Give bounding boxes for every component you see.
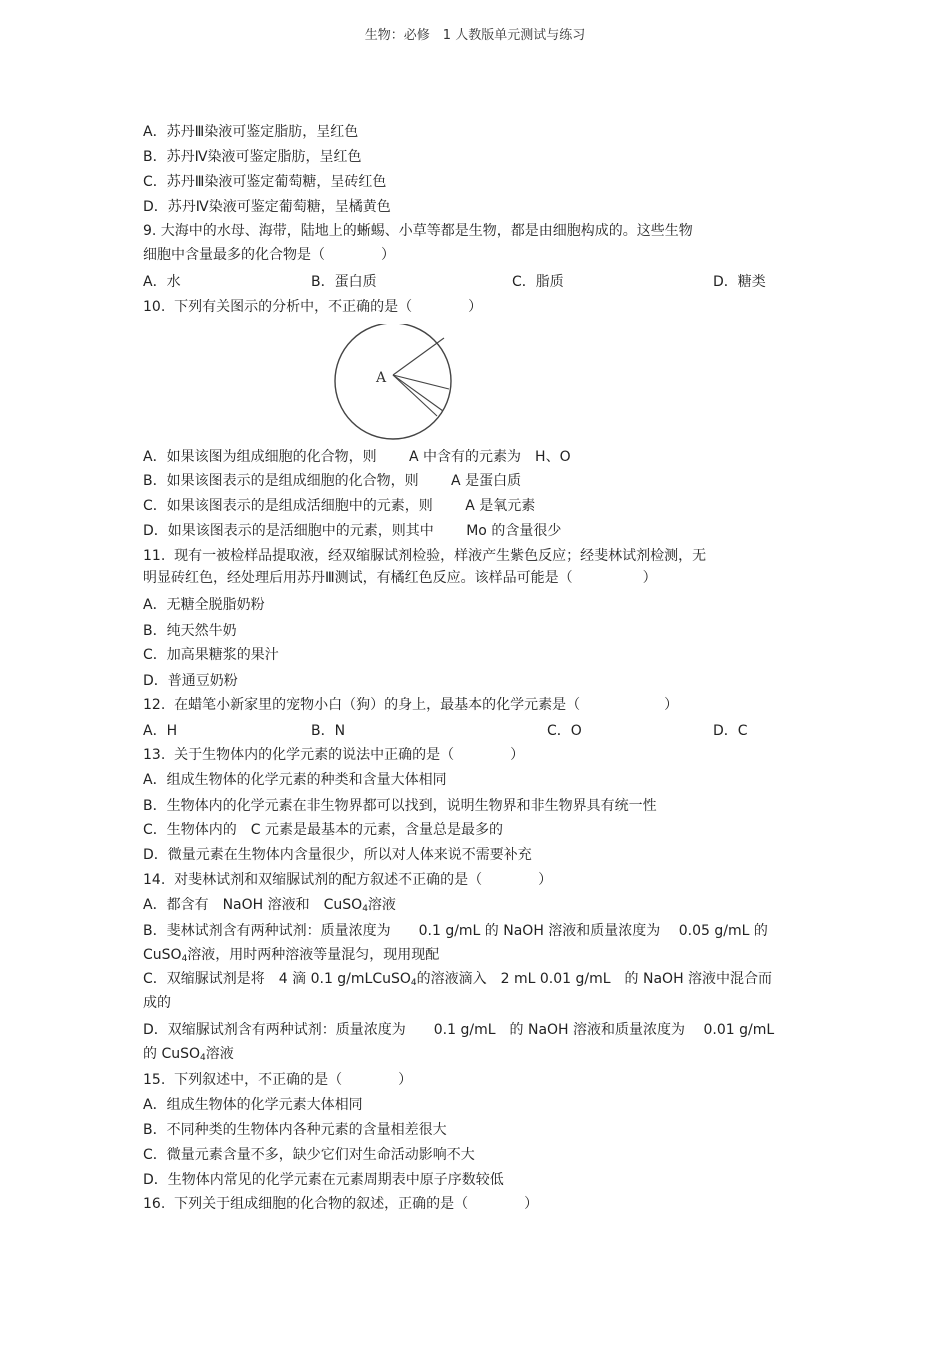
q11-stem-line1: 11. 现有一被检样品提取液，经双缩脲试剂检验，样液产生紫色反应；经斐林试剂检测，无 — [143, 548, 707, 564]
q10-pie-diagram — [332, 324, 460, 442]
q14-stem: 14. 对斐林试剂和双缩脲试剂的配方叙述不正确的是（ ） — [143, 872, 553, 888]
q15-option-a: A．组成生物体的化学元素大体相同 — [143, 1097, 363, 1113]
q14-option-b-line1: B．斐林试剂含有两种试剂：质量浓度为 0.1 g/mL 的 NaOH 溶液和质量浓度为 0.05 g/mL 的 — [143, 923, 768, 939]
q13-stem: 13. 关于生物体内的化学元素的说法中正确的是（ ） — [143, 747, 525, 763]
q10-stem: 10. 下列有关图示的分析中，不正确的是（ ） — [143, 299, 483, 315]
q9-option-c: C．脂质 — [512, 274, 564, 290]
q12-option-d: D．C — [713, 723, 748, 739]
q10-option-b: B．如果该图表示的是组成细胞的化合物，则 A 是蛋白质 — [143, 473, 522, 489]
q9-option-a: A．水 — [143, 274, 181, 290]
q10-diagram-label-a: A — [376, 370, 387, 386]
q11-option-b: B．纯天然牛奶 — [143, 623, 237, 639]
q16-stem: 16. 下列关于组成细胞的化合物的叙述，正确的是（ ） — [143, 1196, 539, 1212]
q12-stem: 12. 在蜡笔小新家里的宠物小白（狗）的身上，最基本的化学元素是（ ） — [143, 697, 679, 713]
q11-option-c: C．加高果糖浆的果汁 — [143, 647, 279, 663]
q14-option-a: A．都含有 NaOH 溶液和 CuSO$_4$溶液 — [143, 897, 396, 914]
q15-option-c: C．微量元素含量不多，缺少它们对生命活动影响不大 — [143, 1147, 475, 1163]
q9-option-b: B．蛋白质 — [311, 274, 377, 290]
q13-option-a: A．组成生物体的化学元素的种类和含量大体相同 — [143, 772, 447, 788]
q14-option-c-line1: C．双缩脲试剂是将 4 滴 0.1 g/mLCuSO$_4$的溶液滴入 2 mL 0.01 g/mL 的 NaOH 溶液中混合而 — [143, 971, 773, 988]
q14-option-b-line2: CuSO$_4$溶液，用时两种溶液等量混匀，现用现配 — [143, 947, 440, 964]
q15-option-d: D．生物体内常见的化学元素在元素周期表中原子序数较低 — [143, 1172, 504, 1188]
q14-option-c-line2: 成的 — [143, 995, 171, 1011]
q13-option-b: B．生物体内的化学元素在非生物界都可以找到，说明生物界和非生物界具有统一性 — [143, 798, 657, 814]
q12-option-c: C．O — [547, 723, 582, 739]
q10-option-a: A．如果该图为组成细胞的化合物，则 A 中含有的元素为 H、O — [143, 449, 571, 465]
q14-option-d-line1: D．双缩脲试剂含有两种试剂：质量浓度为 0.1 g/mL 的 NaOH 溶液和质量浓度为 0.01 g/mL — [143, 1022, 775, 1038]
q11-option-a: A．无糖全脱脂奶粉 — [143, 597, 265, 613]
q9-stem-line2: 细胞中含量最多的化合物是（ ） — [143, 247, 395, 263]
q12-option-a: A．H — [143, 723, 178, 739]
q8-option-c: C．苏丹Ⅲ染液可鉴定葡萄糖，呈砖红色 — [143, 174, 387, 190]
q9-option-d: D．糖类 — [713, 274, 766, 290]
q13-option-d: D．微量元素在生物体内含量很少，所以对人体来说不需要补充 — [143, 847, 532, 863]
q8-option-d: D．苏丹Ⅳ染液可鉴定葡萄糖，呈橘黄色 — [143, 199, 391, 215]
q10-option-d: D．如果该图表示的是活细胞中的元素，则其中 Mo 的含量很少 — [143, 523, 562, 539]
q11-option-d: D．普通豆奶粉 — [143, 673, 238, 689]
q14-option-d-line2: 的 CuSO$_4$溶液 — [143, 1046, 234, 1063]
q12-option-b: B．N — [311, 723, 346, 739]
q10-option-c: C．如果该图表示的是组成活细胞中的元素，则 A 是氧元素 — [143, 498, 536, 514]
q9-stem-line1: 9. 大海中的水母、海带，陆地上的蜥蜴、小草等都是生物，都是由细胞构成的。这些生物 — [143, 223, 693, 239]
q11-stem-line2: 明显砖红色，经处理后用苏丹Ⅲ测试，有橘红色反应。该样品可能是（ ） — [143, 570, 657, 586]
page-header: 生物：必修 1 人教版单元测试与练习 — [364, 28, 586, 43]
q8-option-b: B．苏丹Ⅳ染液可鉴定脂肪，呈红色 — [143, 149, 362, 165]
q15-option-b: B．不同种类的生物体内各种元素的含量相差很大 — [143, 1122, 447, 1138]
q8-option-a: A．苏丹Ⅲ染液可鉴定脂肪，呈红色 — [143, 124, 359, 140]
q15-stem: 15. 下列叙述中，不正确的是（ ） — [143, 1072, 413, 1088]
q13-option-c: C．生物体内的 C 元素是最基本的元素，含量总是最多的 — [143, 822, 503, 838]
